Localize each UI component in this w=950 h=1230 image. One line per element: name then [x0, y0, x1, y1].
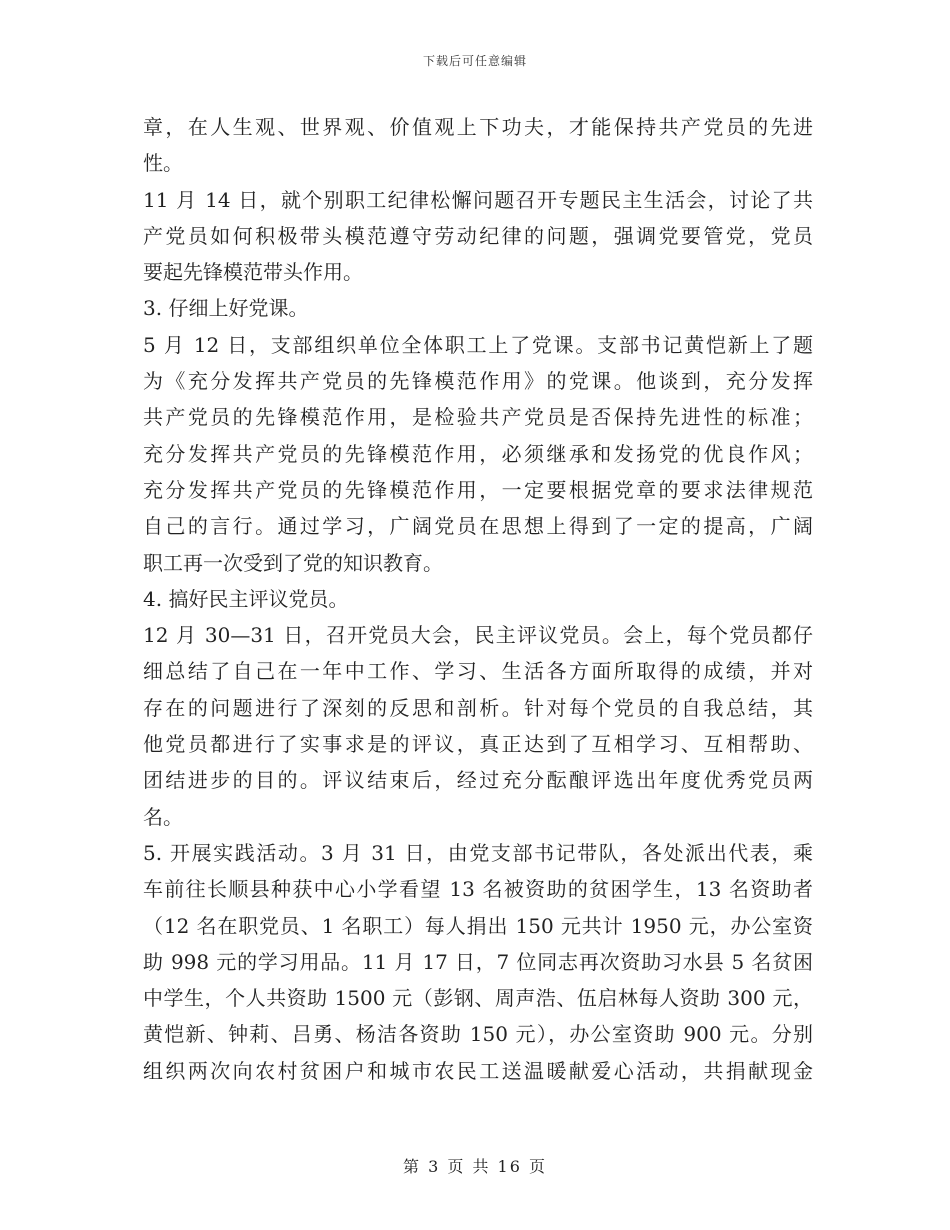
body-line: 5 月 12 日，支部组织单位全体职工上了党课。支部书记黄恺新上了题 — [143, 332, 813, 357]
body-line: 自己的言行。通过学习，广阔党员在思想上得到了一定的提高，广阔 — [143, 514, 813, 539]
body-line: 充分发挥共产党员的先锋模范作用，必须继承和发扬党的优良作风； — [143, 441, 813, 466]
body-line: 组织两次向农村贫困户和城市农民工送温暖献爱心活动，共捐献现金 — [143, 1058, 813, 1083]
body-line: 章，在人生观、世界观、价值观上下功夫，才能保持共产党员的先进 — [143, 115, 813, 139]
page-number-footer: 第 3 页 共 16 页 — [403, 1157, 547, 1176]
body-line: 产党员如何积极带头模范遵守劳动纪律的问题，强调党要管党，党员 — [143, 223, 813, 248]
body-line: 为《充分发挥共产党员的先锋模范作用》的党课。他谈到，充分发挥 — [143, 369, 813, 394]
body-line: 助 998 元的学习用品。11 月 17 日，7 位同志再次资助习水县 5 名贫困 — [143, 949, 813, 974]
page-header-note: 下载后可任意编辑 — [422, 54, 527, 68]
body-line: 要起先锋模范带头作用。 — [143, 260, 363, 285]
body-line: 12 月 30—31 日，召开党员大会，民主评议党员。会上，每个党员都仔 — [143, 623, 813, 648]
section-heading: 4. 搞好民主评议党员。 — [143, 586, 349, 611]
body-line: 存在的问题进行了深刻的反思和剖析。针对每个党员的自我总结，其 — [143, 695, 813, 720]
document-body — [143, 109, 813, 1089]
body-line: 名。 — [143, 804, 183, 829]
body-line: （12 名在职党员、1 名职工）每人捐出 150 元共计 1950 元，办公室资 — [143, 913, 813, 938]
body-line: 共产党员的先锋模范作用，是检验共产党员是否保持先进性的标准； — [143, 405, 813, 430]
body-line: 他党员都进行了实事求是的评议，真正达到了互相学习、互相帮助、 — [143, 732, 813, 757]
body-line: 车前往长顺县种获中心小学看望 13 名被资助的贫困学生，13 名资助者 — [143, 877, 813, 902]
body-line: 性。 — [143, 151, 183, 176]
section-heading: 3. 仔细上好党课。 — [143, 296, 309, 321]
body-line: 团结进步的目的。评议结束后，经过充分酝酿评选出年度优秀党员两 — [143, 768, 813, 793]
body-line: 11 月 14 日，就个别职工纪律松懈问题召开专题民主生活会，讨论了共 — [143, 187, 813, 212]
body-line: 中学生，个人共资助 1500 元（彭钢、周声浩、伍启林每人资助 300 元， — [143, 986, 813, 1011]
body-line: 充分发挥共产党员的先锋模范作用，一定要根据党章的要求法律规范 — [143, 477, 813, 502]
body-line: 职工再一次受到了党的知识教育。 — [143, 550, 443, 575]
body-line: 黄恺新、钟莉、吕勇、杨洁各资助 150 元），办公室资助 900 元。分别 — [143, 1022, 813, 1047]
section-heading: 5. 开展实践活动。3 月 31 日，由党支部书记带队，各处派出代表，乘 — [143, 840, 813, 865]
body-line: 细总结了自己在一年中工作、学习、生活各方面所取得的成绩，并对 — [143, 659, 813, 684]
